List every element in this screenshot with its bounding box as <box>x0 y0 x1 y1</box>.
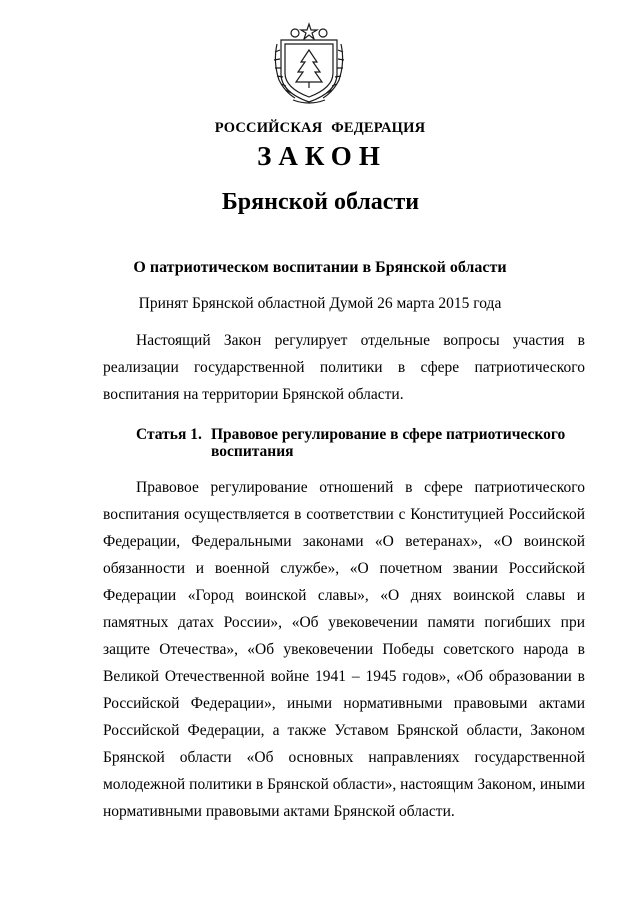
federation-heading: РОССИЙСКАЯ ФЕДЕРАЦИЯ <box>214 120 426 136</box>
law-title: О патриотическом воспитании в Брянской области <box>133 259 507 276</box>
coat-of-arms-icon <box>271 22 347 106</box>
intro-paragraph: Настоящий Закон регулирует отдельные вопросы участия в реализации государственной политики в сфере патриотического воспитания на территории Брянской области. <box>103 332 585 403</box>
region-heading: Брянской области <box>221 189 420 215</box>
article-title: Правовое регулирование в сфере патриотического воспитания <box>211 426 566 460</box>
document-type-heading: ЗАКОН <box>257 141 387 171</box>
adoption-note: Принят Брянской областной Думой 26 марта 2015 года <box>138 295 502 312</box>
article-number: Статья 1. <box>136 426 202 443</box>
article-1-body: Правовое регулирование отношений в сфере патриотического воспитания осуществляется в соответствии с Конституцией Российской Федерации, Федеральными законами «О ветеранах», «О воинской обязанности и военной службе», «О почетном звании Российской Федерации «Город воинской славы», «О днях воинской славы и памятных датах России», «Об увековечении памяти погибших при защите Отечества», «Об увековечении Победы советского народа в Великой Отечественной войне 1941 – 1945 годов», «Об образовании в Российской Федерации», иными нормативными правовыми актами Российской Федерации, а также Уставом Брянской области, Законом Брянской области «Об основных направлениях государственной молодежной политики в Брянской области», настоящим Законом, иными нормативными правовыми актами Брянской области. <box>103 479 585 820</box>
article-1-heading <box>136 426 566 460</box>
